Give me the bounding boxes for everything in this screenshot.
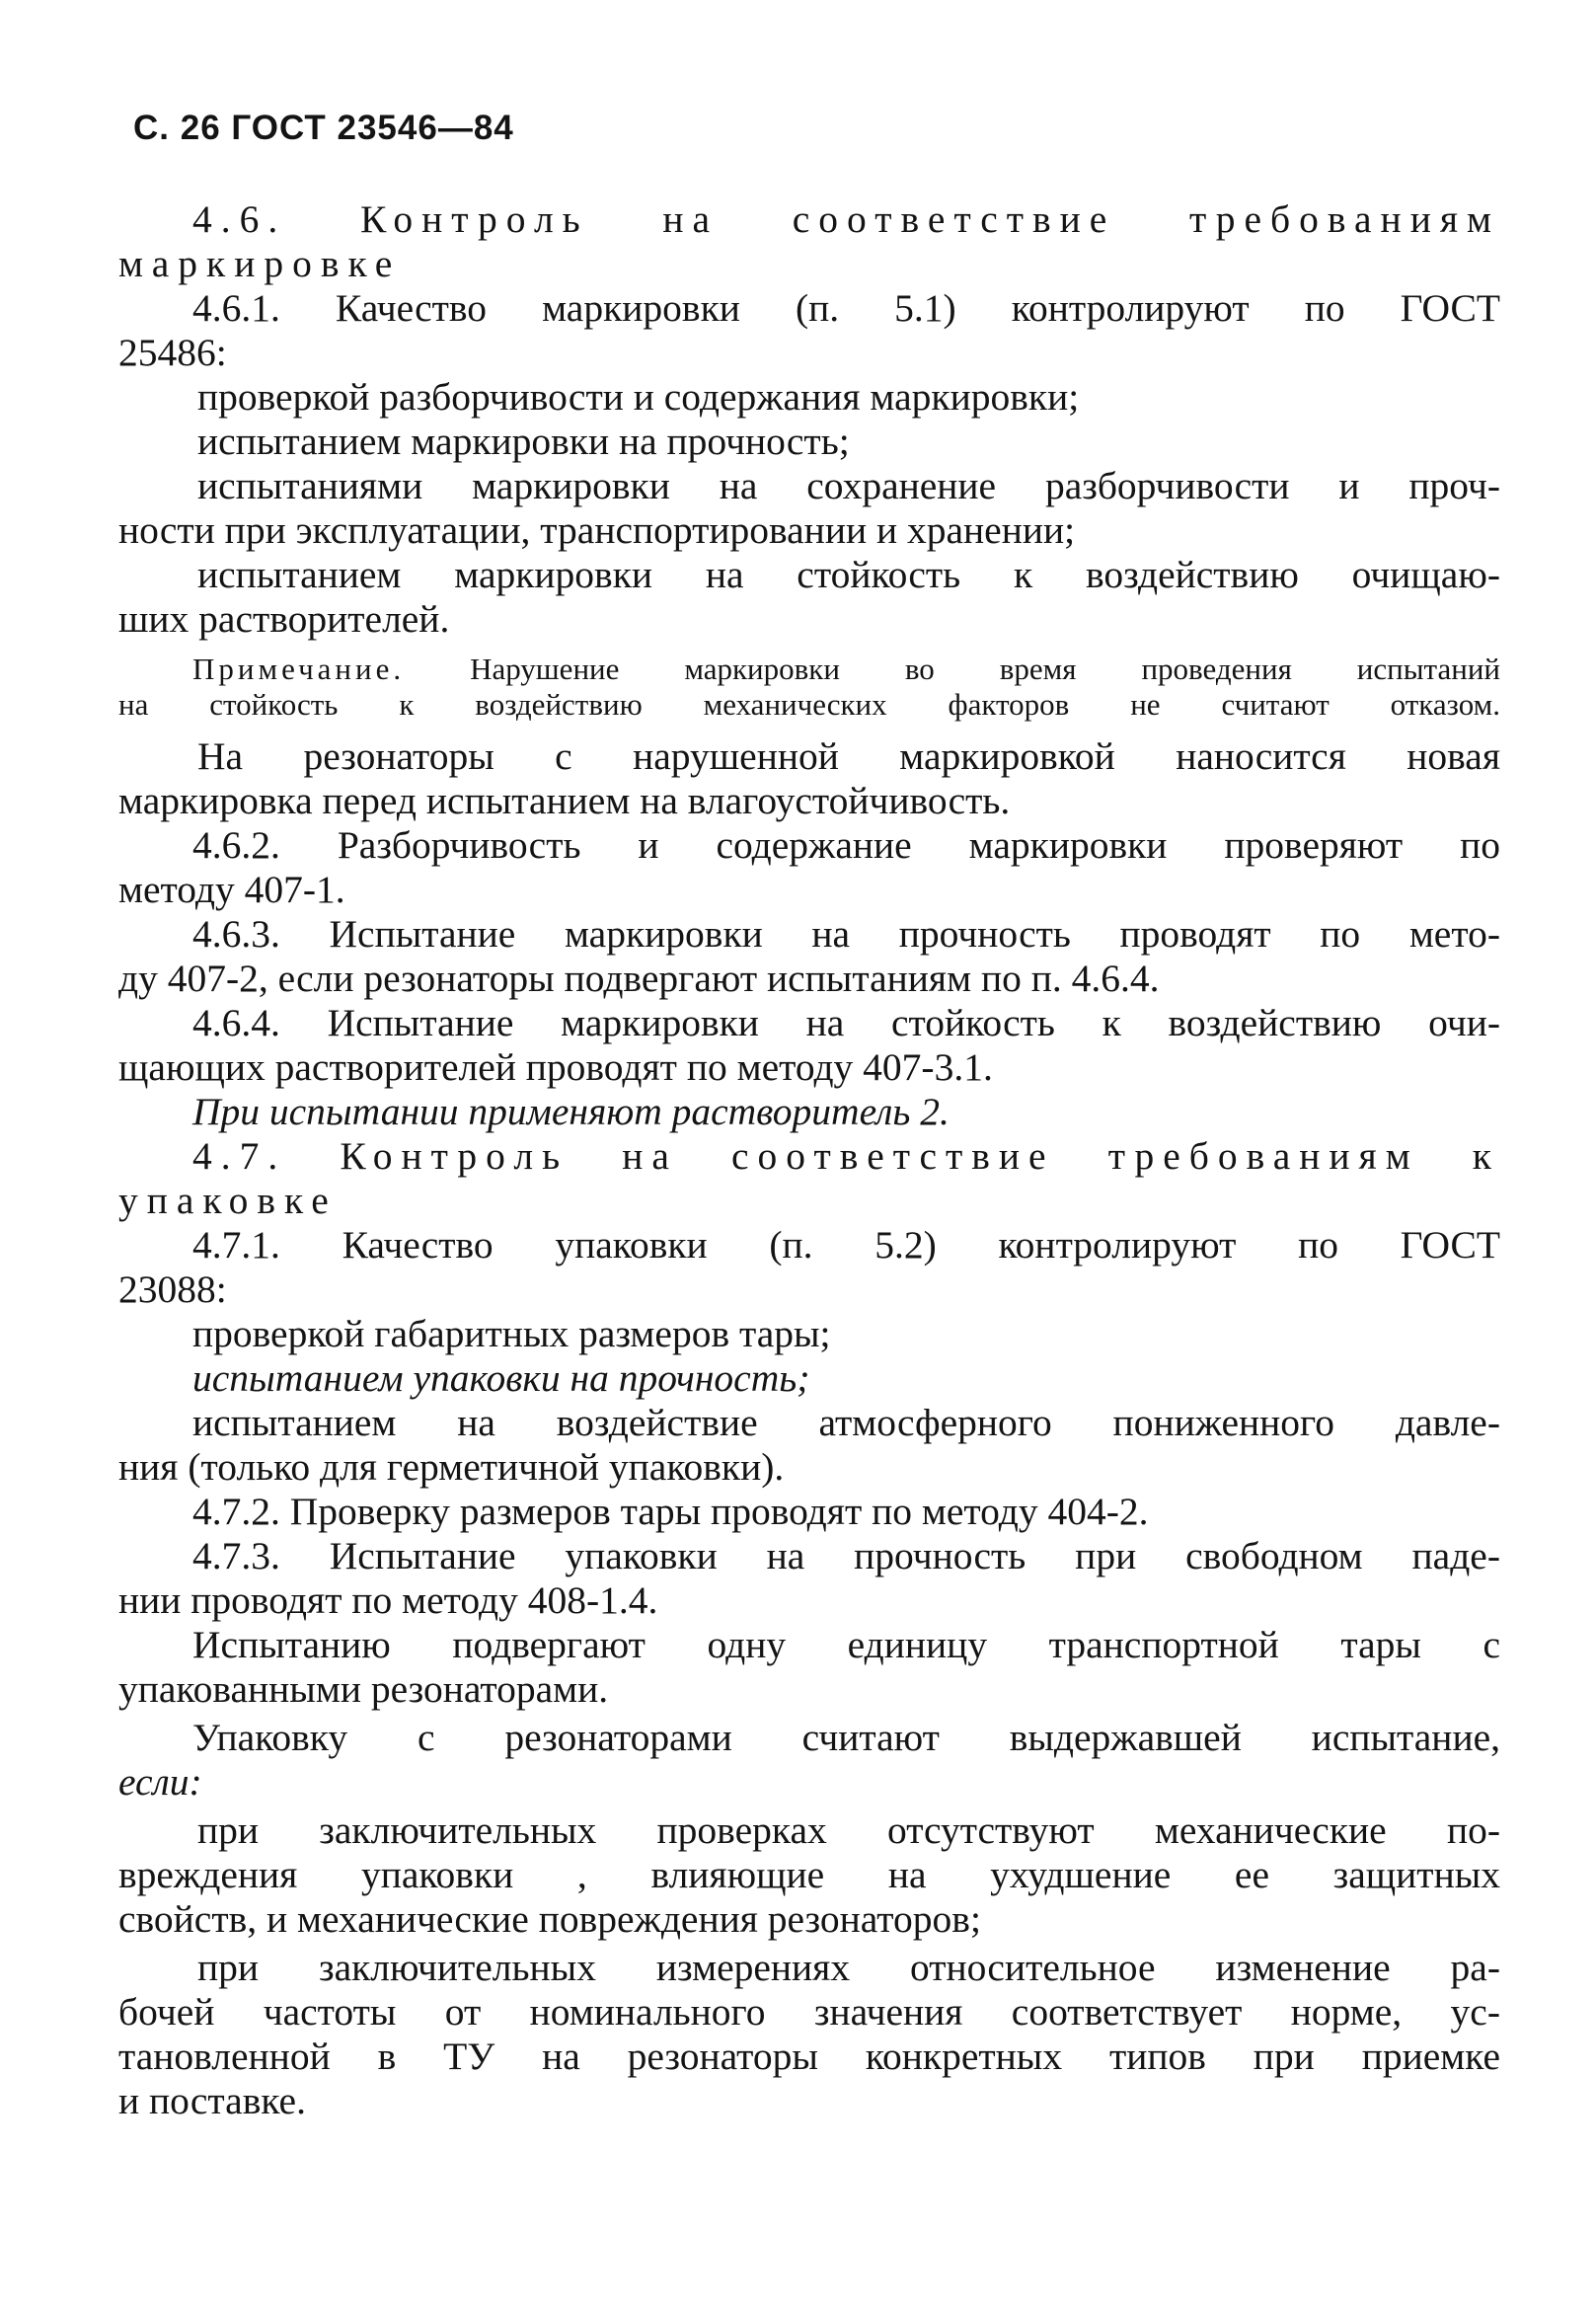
paragraph-4-7-1-cont: 23088: [118, 1267, 227, 1311]
list-item-cont: ния (только для герметичной упаковки). [118, 1445, 785, 1489]
list-item: испытанием упаковки на прочность; [192, 1356, 810, 1400]
section-4-6-title-cont: маркировке [118, 242, 402, 285]
list-item: испытанием на воздействие атмосферного пониженного давле- [192, 1401, 1500, 1444]
paragraph-4-7-3: 4.7.3. Испытание упаковки на прочность при свободном паде- [192, 1534, 1500, 1577]
document-body [118, 197, 1500, 2123]
section-4-7-title: 4.7. Контроль на соответствие требованиям к [192, 1134, 1500, 1178]
note-line-cont: на стойкость к воздействию механических факторов не считают отказом. [118, 687, 1500, 722]
paragraph-4-6-2: 4.6.2. Разборчивость и содержание маркировки проверяют по [192, 823, 1500, 867]
condition-item: при заключительных измерениях относительное изменение ра- [197, 1946, 1500, 1989]
paragraph-4-6-4: 4.6.4. Испытание маркировки на стойкость к воздействию очи- [192, 1001, 1500, 1044]
list-item: проверкой разборчивости и содержания маркировки; [197, 375, 1080, 419]
list-item: проверкой габаритных размеров тары; [192, 1312, 831, 1355]
note-label: Примечание. [192, 652, 406, 686]
paragraph-4-7-1: 4.7.1. Качество упаковки (п. 5.2) контролируют по ГОСТ [192, 1223, 1500, 1267]
paragraph-4-7-3-sample: Испытанию подвергают одну единицу транспортной тары с [192, 1623, 1500, 1666]
paragraph-4-6-1: 4.6.1. Качество маркировки (п. 5.1) контролируют по ГОСТ [192, 286, 1500, 330]
paragraph-4-6-3-cont: ду 407-2, если резонаторы подвергают испытаниям по п. 4.6.4. [118, 957, 1160, 1000]
pass-criteria: Упаковку с резонаторами считают выдержавшей испытание, [192, 1716, 1500, 1759]
condition-item-cont: и поставке. [118, 2079, 306, 2122]
condition-item-cont: тановленной в ТУ на резонаторы конкретных типов при приемке [118, 2035, 1500, 2078]
paragraph-4-6-2-cont: методу 407-1. [118, 868, 345, 911]
section-4-7-title-cont: упаковке [118, 1179, 338, 1222]
note-line [118, 652, 1500, 687]
condition-item-cont: бочей частоты от номинального значения соответствует норме, ус- [118, 1990, 1500, 2034]
section-4-6-title: 4.6. Контроль на соответствие требованиям [192, 197, 1500, 241]
condition-item: при заключительных проверках отсутствуют механические по- [197, 1808, 1500, 1852]
note-text: Нарушение маркировки во время проведения испытаний [405, 652, 1500, 686]
paragraph-4-7-2: 4.7.2. Проверку размеров тары проводят по методу 404-2. [192, 1490, 1149, 1533]
paragraph-4-6-4-cont: щающих растворителей проводят по методу 407-3.1. [118, 1045, 993, 1089]
condition-item-cont: свойств, и механические повреждения резонаторов; [118, 1897, 981, 1941]
paragraph-4-7-3-sample-cont: упакованными резонаторами. [118, 1667, 609, 1711]
list-item: испытаниями маркировки на сохранение разборчивости и проч- [197, 464, 1500, 507]
note-block [118, 652, 1500, 723]
page-header: С. 26 ГОСТ 23546—84 [133, 109, 514, 147]
paragraph-4-6-1-cont: 25486: [118, 331, 227, 374]
paragraph-4-6-3: 4.6.3. Испытание маркировки на прочность проводят по мето- [192, 912, 1500, 956]
pass-criteria-cont: если: [118, 1760, 202, 1804]
list-item: испытанием маркировки на стойкость к воздействию очищаю- [197, 553, 1500, 596]
remark-paragraph: На резонаторы с нарушенной маркировкой наносится новая [197, 734, 1500, 778]
list-item: испытанием маркировки на прочность; [197, 420, 850, 463]
list-item-cont: ности при эксплуатации, транспортировании и хранении; [118, 508, 1076, 552]
paragraph-4-7-3-cont: нии проводят по методу 408-1.4. [118, 1578, 658, 1622]
condition-item-cont: вреждения упаковки , влияющие на ухудшение ее защитных [118, 1853, 1500, 1896]
remark-paragraph-cont: маркировка перед испытанием на влагоустойчивость. [118, 779, 1011, 822]
list-item-cont: ших растворителей. [118, 597, 450, 641]
paragraph-4-6-4-solvent: При испытании применяют растворитель 2. [192, 1090, 950, 1133]
